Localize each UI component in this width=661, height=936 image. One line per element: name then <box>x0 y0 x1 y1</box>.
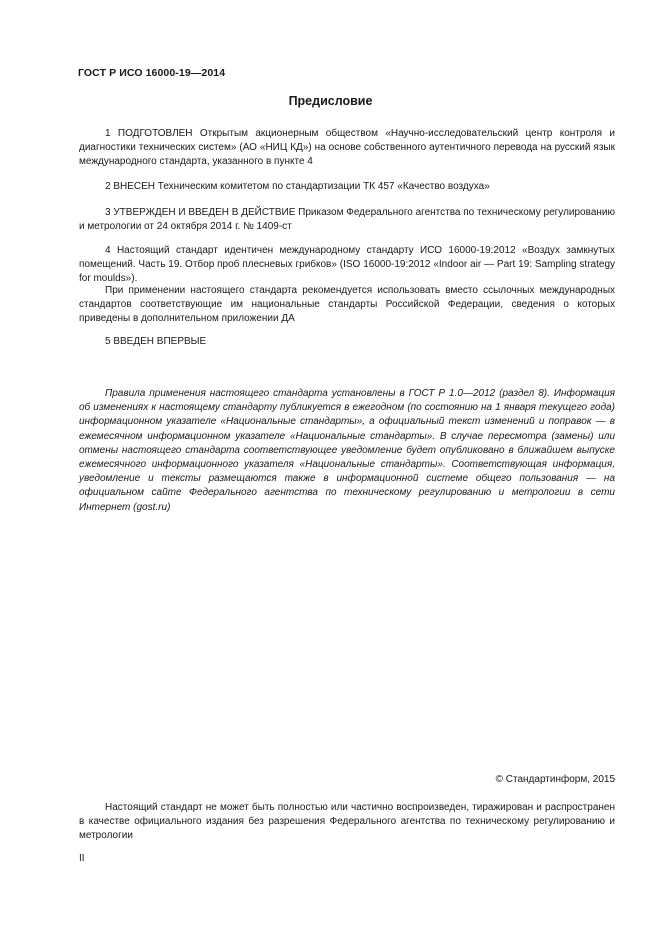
copyright: © Стандартинформ, 2015 <box>495 774 615 785</box>
item-2: 2 ВНЕСЕН Техническим комитетом по стандартизации ТК 457 «Качество воздуха» <box>105 181 490 192</box>
document-code: ГОСТ Р ИСО 16000-19—2014 <box>78 67 226 79</box>
page-number: II <box>79 853 85 864</box>
item-4: 4 Настоящий стандарт идентичен международному стандарту ИСО 16000-19:2012 «Воздух замкнутых помещений. Часть 19. Отбор проб плесневых грибков» (ISO 16000-19:2012 «Indoor air — Part 19: Sampling strategy for moulds»). <box>79 245 615 285</box>
item-5: 5 ВВЕДЕН ВПЕРВЫЕ <box>105 336 207 347</box>
item-1: 1 ПОДГОТОВЛЕН Открытым акционерным обществом «Научно-исследовательский центр контроля и диагностики технических систем» (АО «НИЦ КД») на основе собственного аутентичного перевода на русский язык международного стандарта, указанного в пункте 4 <box>79 128 615 168</box>
item-3: 3 УТВЕРЖДЕН И ВВЕДЕН В ДЕЙСТВИЕ Приказом Федерального агентства по техническому регулированию и метрологии от 24 октября 2014 г. № 1409-ст <box>79 207 615 233</box>
reproduction-notice: Настоящий стандарт не может быть полностью или частично воспроизведен, тиражирован и распространен в качестве официального издания без разрешения Федерального агентства по техническому регулированию и метрологии <box>79 802 615 842</box>
page-title: Предисловие <box>288 94 373 108</box>
rules-notice: Правила применения настоящего стандарта установлены в ГОСТ Р 1.0—2012 (раздел 8). Информация об изменениях к настоящему стандарту публикуется в ежегодном (по состоянию на 1 января текущего года) информационном указателе «Национальные стандарты», а официальный текст изменений и поправок — в ежемесячном информационном указателе «Национальные стандарты». В случае пересмотра (замены) или отмены настоящего стандарта соответствующее уведомление будет опубликовано в ближайшем выпуске ежемесячного информационного указателя «Национальные стандарты». Соответствующая информация, уведомление и тексты размещаются также в информационной системе общего пользования — на официальном сайте Федерального агентства по техническому регулированию и метрологии в сети Интернет (gost.ru) <box>79 388 615 513</box>
item-4-note: При применении настоящего стандарта рекомендуется использовать вместо ссылочных международных стандартов соответствующие им национальные стандарты Российской Федерации, сведения о которых приведены в дополнительном приложении ДА <box>79 285 615 325</box>
